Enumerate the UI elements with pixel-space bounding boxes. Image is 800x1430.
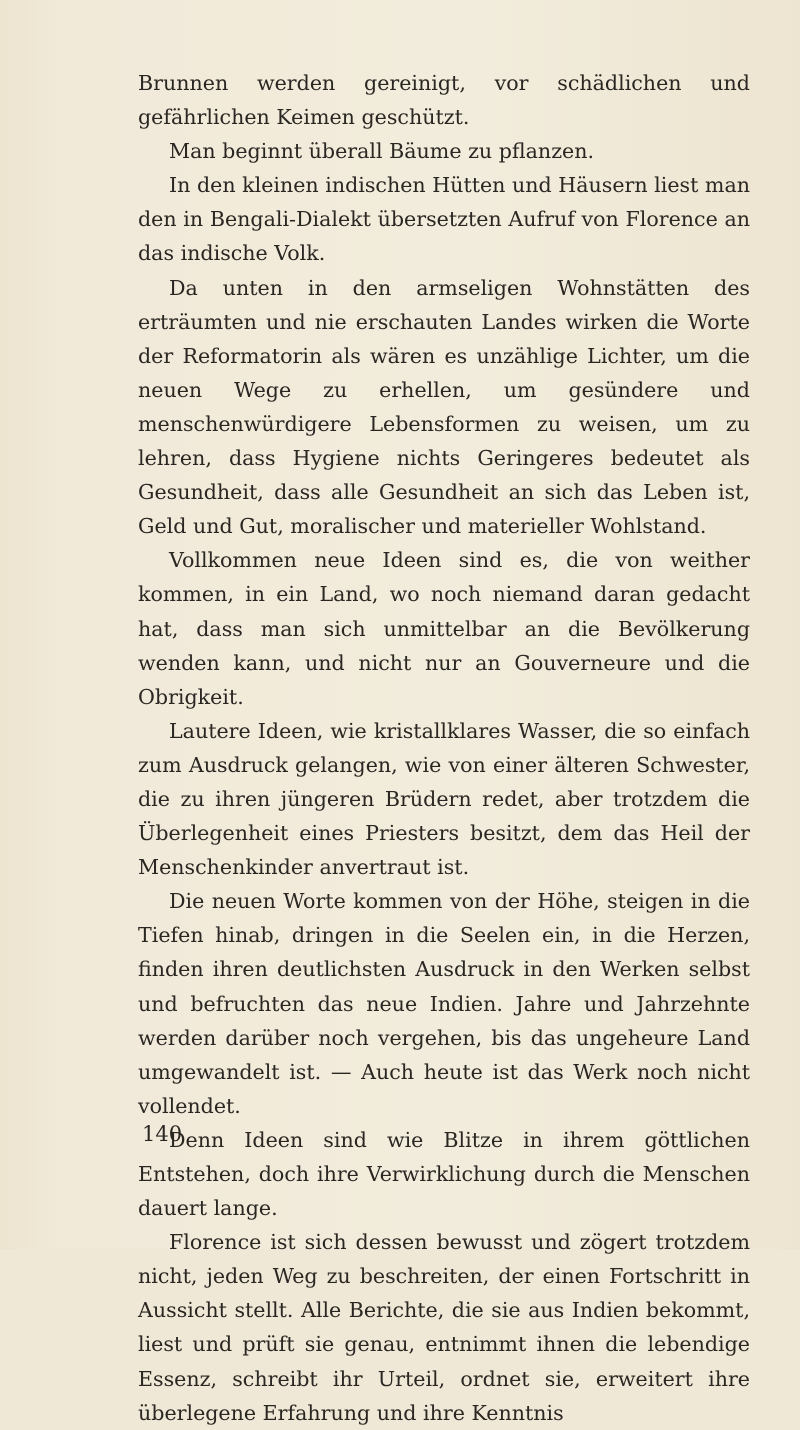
paragraph-5: Vollkommen neue Ideen sind es, die von weither kommen, in ein Land, wo noch niemand daran gedacht hat, dass man sich unmittelbar an die Bevölkerung wenden kann, und nicht nur an Gouverneure und die Obrigkeit. [138,548,750,709]
paragraph-8: Denn Ideen sind wie Blitze in ihrem göttlichen Entstehen, doch ihre Verwirklichung durch die Menschen dauert lange. [138,1127,750,1221]
paragraph-9: Florence ist sich dessen bewusst und zögert trotzdem nicht, jeden Weg zu beschreiten, der einen Fortschritt in Aussicht stellt. Alle Berichte, die sie aus Indien bekommt, liest und prüft sie genau, entnimmt ihnen die lebendige Essenz, schreibt ihr Urteil, ordnet sie, erweitert ihre überlegene Erfahrung und ihre Kenntnis [138,1230,750,1425]
paragraph-7: Die neuen Worte kommen von der Höhe, steigen in die Tiefen hinab, dringen in die Seelen ein, in die Herzen, finden ihren deutlichsten Ausdruck in den Werken selbst und befruchten das neue Indien. Jahre und Jahrzehnte werden darüber noch vergehen, bis das ungeheure Land umgewandelt ist. — Auch heute ist das Werk noch nicht vollendet. [138,889,750,1118]
paragraph-4: Da unten in den armseligen Wohnstätten des erträumten und nie erschauten Landes wirken die Worte der Reformatorin als wären es unzählige Lichter, um die neuen Wege zu erhellen, um gesündere und menschenwürdigere Lebensformen zu weisen, um zu lehren, dass Hygiene nichts Geringeres bedeutet als Gesundheit, dass alle Gesundheit an sich das Leben ist, Geld und Gut, moralischer und materieller Wohlstand. [138,275,750,539]
paragraph-3: In den kleinen indischen Hütten und Häusern liest man den in Bengali-Dialekt übersetzten Aufruf von Florence an das indische Volk. [138,173,750,266]
body-text [138,66,750,1430]
paragraph-6: Lautere Ideen, wie kristallklares Wasser, die so einfach zum Ausdruck gelangen, wie von einer älteren Schwester, die zu ihren jüngeren Brüdern redet, aber trotzdem die Überlegenheit eines Priesters besitzt, dem das Heil der Menschenkinder anvertraut ist. [138,718,750,880]
page-number: 140 [142,1122,183,1146]
paragraph-2: Man beginnt überall Bäume zu pflanzen. [169,139,595,164]
paragraph-1: Brunnen werden gereinigt, vor schädlichen und gefährlichen Keimen geschützt. [138,71,750,130]
